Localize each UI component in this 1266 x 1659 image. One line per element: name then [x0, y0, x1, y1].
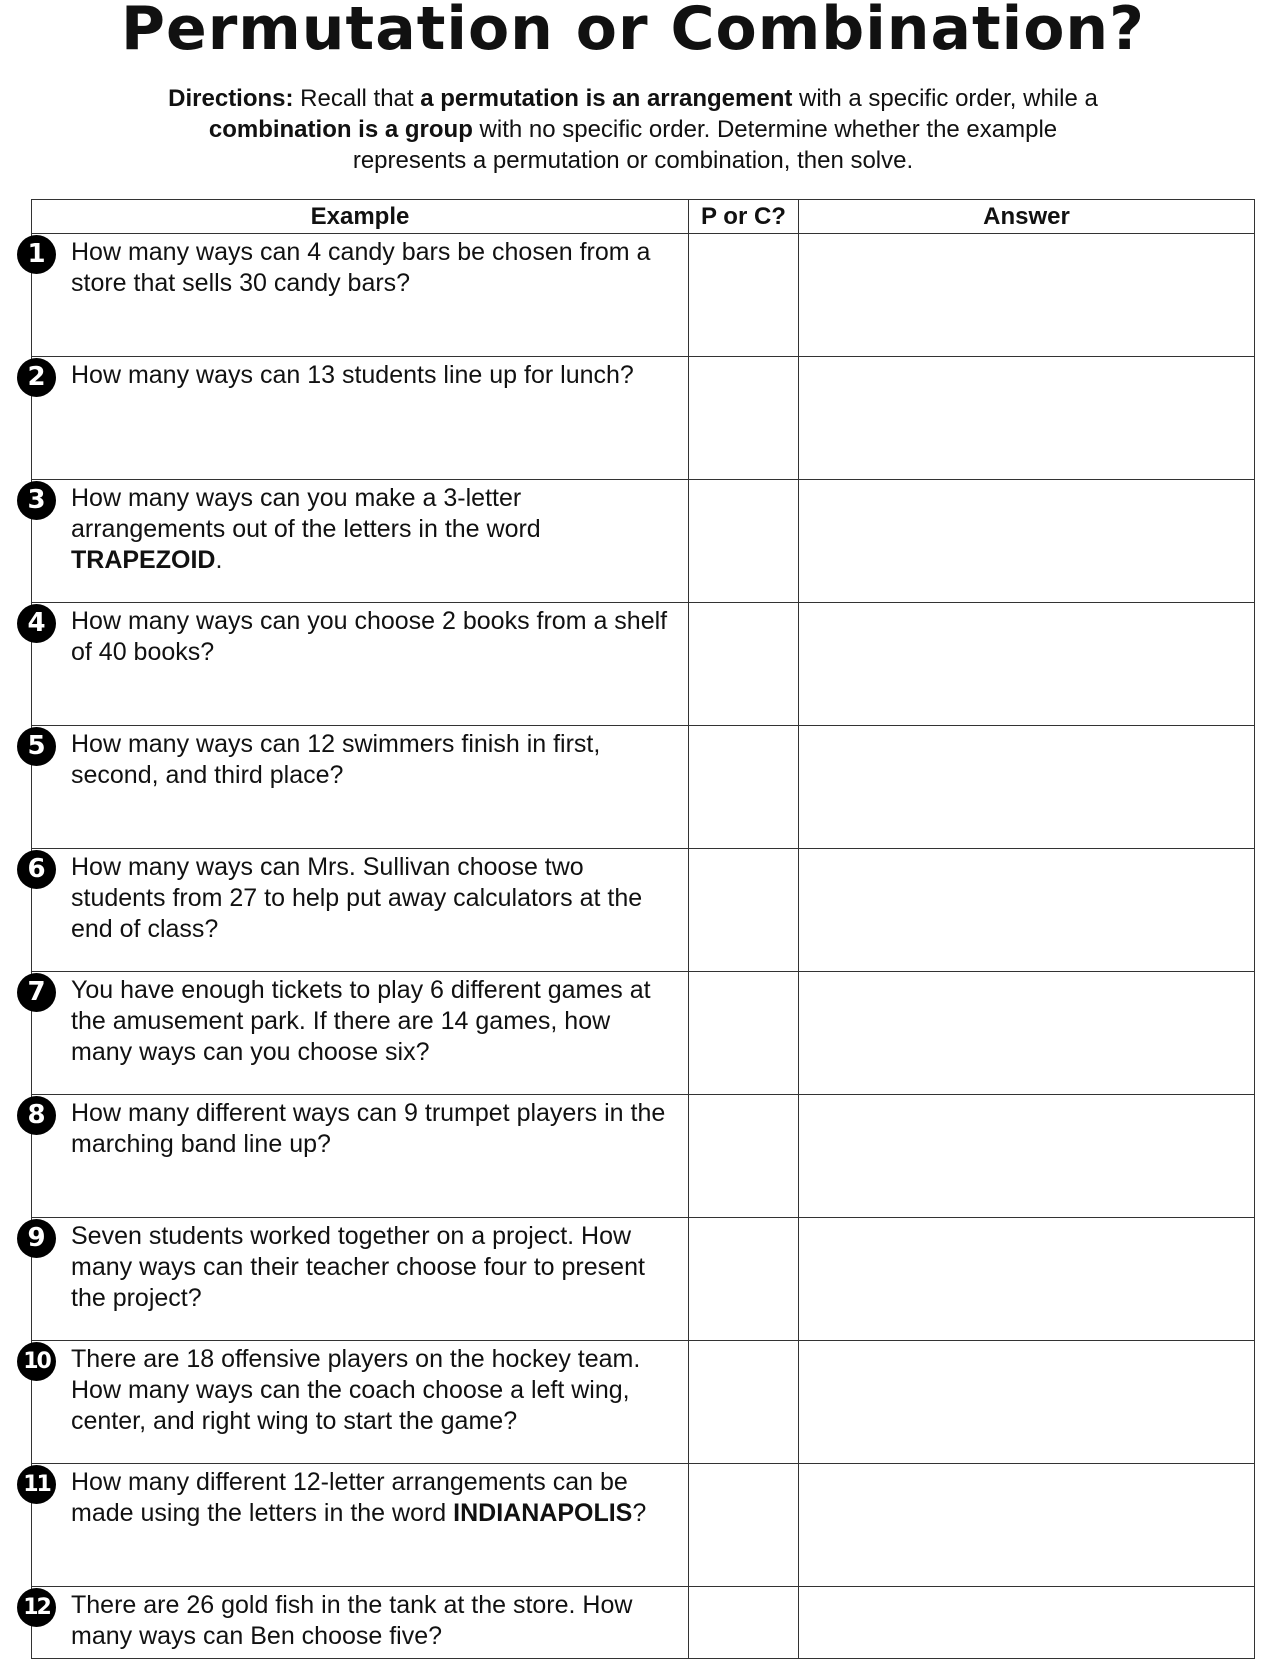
- example-cell: [32, 1464, 689, 1587]
- question-text: There are 26 gold fish in the tank at the store. How many ways can Ben choose five?: [71, 1591, 633, 1650]
- example-cell: [32, 1218, 689, 1341]
- directions-part1: Recall that: [293, 85, 421, 112]
- question-number-badge: 3: [17, 481, 56, 520]
- worksheet-table: [31, 199, 1255, 1659]
- answer-cell[interactable]: [799, 1341, 1255, 1464]
- p-or-c-cell[interactable]: [689, 1587, 799, 1659]
- p-or-c-cell[interactable]: [689, 603, 799, 726]
- p-or-c-cell[interactable]: [689, 1095, 799, 1218]
- answer-cell[interactable]: [799, 1095, 1255, 1218]
- question-number-badge: 12: [17, 1588, 56, 1627]
- table-row: [32, 357, 1255, 480]
- question-number-badge: 5: [17, 727, 56, 766]
- question-number-badge: 10: [17, 1342, 56, 1381]
- example-cell: [32, 603, 689, 726]
- answer-cell[interactable]: [799, 1587, 1255, 1659]
- question-suffix: ?: [632, 1499, 647, 1527]
- question-text: There are 18 offensive players on the hockey team. How many ways can the coach choose a left wing, center, and right wing to start the game?: [71, 1345, 641, 1435]
- question-text: Seven students worked together on a project. How many ways can their teacher choose four to present the project?: [71, 1222, 645, 1312]
- question-number-badge: 4: [17, 604, 56, 643]
- table-row: [32, 1464, 1255, 1587]
- question-text: How many ways can Mrs. Sullivan choose two students from 27 to help put away calculators at the end of class?: [71, 853, 643, 943]
- p-or-c-cell[interactable]: [689, 480, 799, 603]
- table-row: [32, 972, 1255, 1095]
- p-or-c-cell[interactable]: [689, 1218, 799, 1341]
- question-text: How many different 12-letter arrangements can be made using the letters in the word: [71, 1468, 628, 1527]
- question-text: How many ways can you choose 2 books from a shelf of 40 books?: [71, 607, 668, 666]
- table-row: [32, 1587, 1255, 1659]
- question-text: How many ways can 4 candy bars be chosen from a store that sells 30 candy bars?: [71, 238, 651, 297]
- question-number-badge: 7: [17, 973, 56, 1012]
- answer-cell[interactable]: [799, 726, 1255, 849]
- highlight-word: INDIANAPOLIS: [453, 1499, 633, 1527]
- p-or-c-cell[interactable]: [689, 726, 799, 849]
- header-example: Example: [32, 200, 689, 234]
- example-cell: [32, 849, 689, 972]
- table-row: [32, 1218, 1255, 1341]
- table-row: [32, 1341, 1255, 1464]
- table-row: [32, 603, 1255, 726]
- directions-part3: with no specific order. Determine whether the example represents a permutation or combination, then solve.: [352, 116, 1058, 174]
- answer-cell[interactable]: [799, 480, 1255, 603]
- page-title: Permutation or Combination?: [121, 0, 1145, 64]
- question-number-badge: 9: [17, 1219, 56, 1258]
- header-answer: Answer: [799, 200, 1255, 234]
- table-header-row: [32, 200, 1255, 234]
- example-cell: [32, 972, 689, 1095]
- answer-cell[interactable]: [799, 972, 1255, 1095]
- p-or-c-cell[interactable]: [689, 849, 799, 972]
- p-or-c-cell[interactable]: [689, 972, 799, 1095]
- answer-cell[interactable]: [799, 1218, 1255, 1341]
- question-number-badge: 1: [17, 235, 56, 274]
- p-or-c-cell[interactable]: [689, 1341, 799, 1464]
- highlight-word: TRAPEZOID: [71, 546, 216, 574]
- table-row: [32, 726, 1255, 849]
- question-number-badge: 6: [17, 850, 56, 889]
- question-number-badge: 8: [17, 1096, 56, 1135]
- example-cell: [32, 234, 689, 357]
- example-cell: [32, 1587, 689, 1659]
- table-row: [32, 234, 1255, 357]
- question-text: How many ways can 12 swimmers finish in first, second, and third place?: [71, 730, 601, 789]
- question-text: How many ways can you make a 3-letter arrangements out of the letters in the word: [71, 484, 541, 543]
- example-cell: [32, 726, 689, 849]
- question-text: You have enough tickets to play 6 different games at the amusement park. If there are 14 games, how many ways can you choose six?: [71, 976, 651, 1066]
- table-row: [32, 480, 1255, 603]
- question-number-badge: 11: [17, 1465, 56, 1504]
- header-p-or-c: P or C?: [689, 200, 799, 234]
- p-or-c-cell[interactable]: [689, 234, 799, 357]
- question-text: How many ways can 13 students line up for lunch?: [71, 361, 634, 389]
- example-cell: [32, 1341, 689, 1464]
- question-text: How many different ways can 9 trumpet players in the marching band line up?: [71, 1099, 666, 1158]
- answer-cell[interactable]: [799, 849, 1255, 972]
- answer-cell[interactable]: [799, 1464, 1255, 1587]
- p-or-c-cell[interactable]: [689, 357, 799, 480]
- directions-part2: with a specific order, while a: [792, 85, 1098, 112]
- example-cell: [32, 480, 689, 603]
- example-cell: [32, 357, 689, 480]
- answer-cell[interactable]: [799, 357, 1255, 480]
- table-row: [32, 849, 1255, 972]
- directions: [150, 83, 1116, 176]
- table-row: [32, 1095, 1255, 1218]
- p-or-c-cell[interactable]: [689, 1464, 799, 1587]
- directions-lead: Directions:: [168, 85, 294, 112]
- answer-cell[interactable]: [799, 234, 1255, 357]
- answer-cell[interactable]: [799, 603, 1255, 726]
- combination-definition: combination is a group: [208, 116, 473, 143]
- permutation-definition: a permutation is an arrangement: [420, 85, 793, 112]
- question-number-badge: 2: [17, 358, 56, 397]
- example-cell: [32, 1095, 689, 1218]
- question-suffix: .: [215, 546, 223, 574]
